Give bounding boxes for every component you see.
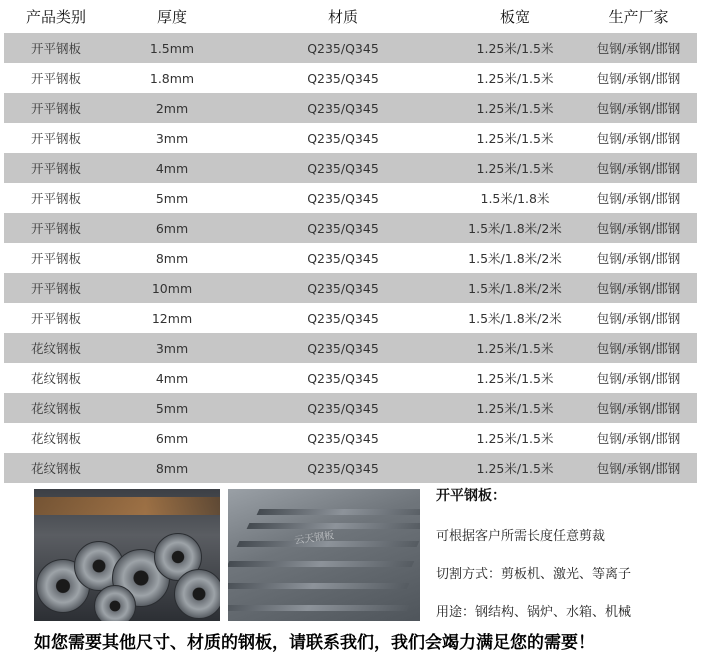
cell-manufacturer: 包钢/承钢/邯钢 xyxy=(596,281,681,296)
contact-footer: 如您需要其他尺寸、材质的钢板，请联系我们，我们会竭力满足您的需要！ xyxy=(34,633,595,653)
cell-width: 1.25米/1.5米 xyxy=(476,341,554,356)
table-row xyxy=(4,393,697,423)
cell-material: Q235/Q345 xyxy=(307,400,379,416)
cell-manufacturer: 包钢/承钢/邯钢 xyxy=(596,191,681,206)
cell-thickness: 1.8mm xyxy=(149,70,195,86)
cell-thickness: 4mm xyxy=(155,370,189,386)
plate xyxy=(257,509,420,515)
cell-category: 开平钢板 xyxy=(30,311,81,326)
cell-category: 花纹钢板 xyxy=(30,431,81,446)
cell-category: 花纹钢板 xyxy=(30,461,81,476)
product-info xyxy=(436,485,632,620)
table-row xyxy=(4,63,697,93)
cell-manufacturer: 包钢/承钢/邯钢 xyxy=(596,71,681,86)
cell-material: Q235/Q345 xyxy=(307,220,379,236)
cell-category: 开平钢板 xyxy=(30,191,81,206)
table-row xyxy=(4,153,697,183)
cell-width: 1.5米/1.8米/2米 xyxy=(468,221,562,236)
cell-material: Q235/Q345 xyxy=(307,100,379,116)
cell-thickness: 3mm xyxy=(155,130,189,146)
cell-category: 开平钢板 xyxy=(30,101,81,116)
plate xyxy=(228,583,409,589)
cell-manufacturer: 包钢/承钢/邯钢 xyxy=(596,101,681,116)
cell-material: Q235/Q345 xyxy=(307,160,379,176)
cell-thickness: 5mm xyxy=(155,190,189,206)
cell-category: 花纹钢板 xyxy=(30,401,81,416)
cell-thickness: 8mm xyxy=(155,460,189,476)
cell-manufacturer: 包钢/承钢/邯钢 xyxy=(596,131,681,146)
cell-width: 1.5米/1.8米/2米 xyxy=(468,281,562,296)
header-manufacturer: 生产厂家 xyxy=(608,8,669,26)
cell-width: 1.25米/1.5米 xyxy=(476,71,554,86)
cell-category: 开平钢板 xyxy=(30,251,81,266)
cell-category: 花纹钢板 xyxy=(30,341,81,356)
table-row xyxy=(4,183,697,213)
plate xyxy=(228,605,409,611)
cell-category: 开平钢板 xyxy=(30,71,81,86)
cell-width: 1.5米/1.8米 xyxy=(480,191,550,206)
cell-manufacturer: 包钢/承钢/邯钢 xyxy=(596,461,681,476)
cell-manufacturer: 包钢/承钢/邯钢 xyxy=(596,161,681,176)
cell-material: Q235/Q345 xyxy=(307,40,379,56)
cell-width: 1.25米/1.5米 xyxy=(476,461,554,476)
table-body xyxy=(4,33,697,483)
plate xyxy=(228,561,414,567)
table-header xyxy=(4,0,697,33)
info-line-usage: 用途：钢结构、锅炉、水箱、机械 xyxy=(436,605,632,620)
cell-manufacturer: 包钢/承钢/邯钢 xyxy=(596,371,681,386)
cell-width: 1.5米/1.8米/2米 xyxy=(468,311,562,326)
cell-manufacturer: 包钢/承钢/邯钢 xyxy=(596,341,681,356)
cell-category: 开平钢板 xyxy=(30,41,81,56)
cell-category: 花纹钢板 xyxy=(30,371,81,386)
info-title: 开平钢板： xyxy=(436,488,506,504)
header-thickness: 厚度 xyxy=(156,8,187,26)
cell-material: Q235/Q345 xyxy=(307,340,379,356)
cell-width: 1.25米/1.5米 xyxy=(476,131,554,146)
crane-beam xyxy=(34,497,220,515)
cell-manufacturer: 包钢/承钢/邯钢 xyxy=(596,311,681,326)
cell-thickness: 6mm xyxy=(155,430,189,446)
cell-category: 开平钢板 xyxy=(30,161,81,176)
cell-manufacturer: 包钢/承钢/邯钢 xyxy=(596,221,681,236)
table-row xyxy=(4,453,697,483)
cell-width: 1.25米/1.5米 xyxy=(476,371,554,386)
cell-thickness: 5mm xyxy=(155,400,189,416)
cell-manufacturer: 包钢/承钢/邯钢 xyxy=(596,251,681,266)
cell-category: 开平钢板 xyxy=(30,281,81,296)
table-row xyxy=(4,363,697,393)
cell-manufacturer: 包钢/承钢/邯钢 xyxy=(596,431,681,446)
table-row xyxy=(4,273,697,303)
table-row xyxy=(4,123,697,153)
cell-thickness: 2mm xyxy=(155,100,189,116)
cell-material: Q235/Q345 xyxy=(307,70,379,86)
header-category: 产品类别 xyxy=(25,8,86,26)
table-row xyxy=(4,213,697,243)
cell-category: 开平钢板 xyxy=(30,221,81,236)
cell-thickness: 3mm xyxy=(155,340,189,356)
info-line-cutting-length: 可根据客户所需长度任意剪裁 xyxy=(436,529,606,544)
table-row xyxy=(4,423,697,453)
cell-manufacturer: 包钢/承钢/邯钢 xyxy=(596,41,681,56)
cell-material: Q235/Q345 xyxy=(307,250,379,266)
cell-thickness: 4mm xyxy=(155,160,189,176)
steel-plates-photo xyxy=(228,489,420,621)
table-row xyxy=(4,243,697,273)
cell-material: Q235/Q345 xyxy=(307,190,379,206)
cell-thickness: 6mm xyxy=(155,220,189,236)
table-row xyxy=(4,303,697,333)
cell-category: 开平钢板 xyxy=(30,131,81,146)
cell-material: Q235/Q345 xyxy=(307,310,379,326)
info-line-cutting-method: 切割方式：剪板机、激光、等离子 xyxy=(436,567,632,582)
header-material: 材质 xyxy=(327,8,358,26)
cell-width: 1.25米/1.5米 xyxy=(476,161,554,176)
cell-material: Q235/Q345 xyxy=(307,460,379,476)
cell-width: 1.25米/1.5米 xyxy=(476,101,554,116)
watermark: 云天钢板 xyxy=(293,530,335,547)
cell-material: Q235/Q345 xyxy=(307,130,379,146)
cell-thickness: 1.5mm xyxy=(149,40,195,56)
table-row xyxy=(4,33,697,63)
cell-material: Q235/Q345 xyxy=(307,280,379,296)
plate xyxy=(247,523,420,529)
table-row xyxy=(4,93,697,123)
cell-material: Q235/Q345 xyxy=(307,430,379,446)
cell-thickness: 10mm xyxy=(151,280,193,296)
table-row xyxy=(4,333,697,363)
steel-coils-photo xyxy=(34,489,220,621)
cell-width: 1.25米/1.5米 xyxy=(476,431,554,446)
header-width: 板宽 xyxy=(499,8,530,26)
cell-manufacturer: 包钢/承钢/邯钢 xyxy=(596,401,681,416)
cell-thickness: 12mm xyxy=(151,310,193,326)
cell-width: 1.5米/1.8米/2米 xyxy=(468,251,562,266)
cell-width: 1.25米/1.5米 xyxy=(476,41,554,56)
coil xyxy=(174,569,220,619)
coil xyxy=(94,585,136,621)
spec-table xyxy=(4,0,697,483)
cell-width: 1.25米/1.5米 xyxy=(476,401,554,416)
cell-thickness: 8mm xyxy=(155,250,189,266)
cell-material: Q235/Q345 xyxy=(307,370,379,386)
